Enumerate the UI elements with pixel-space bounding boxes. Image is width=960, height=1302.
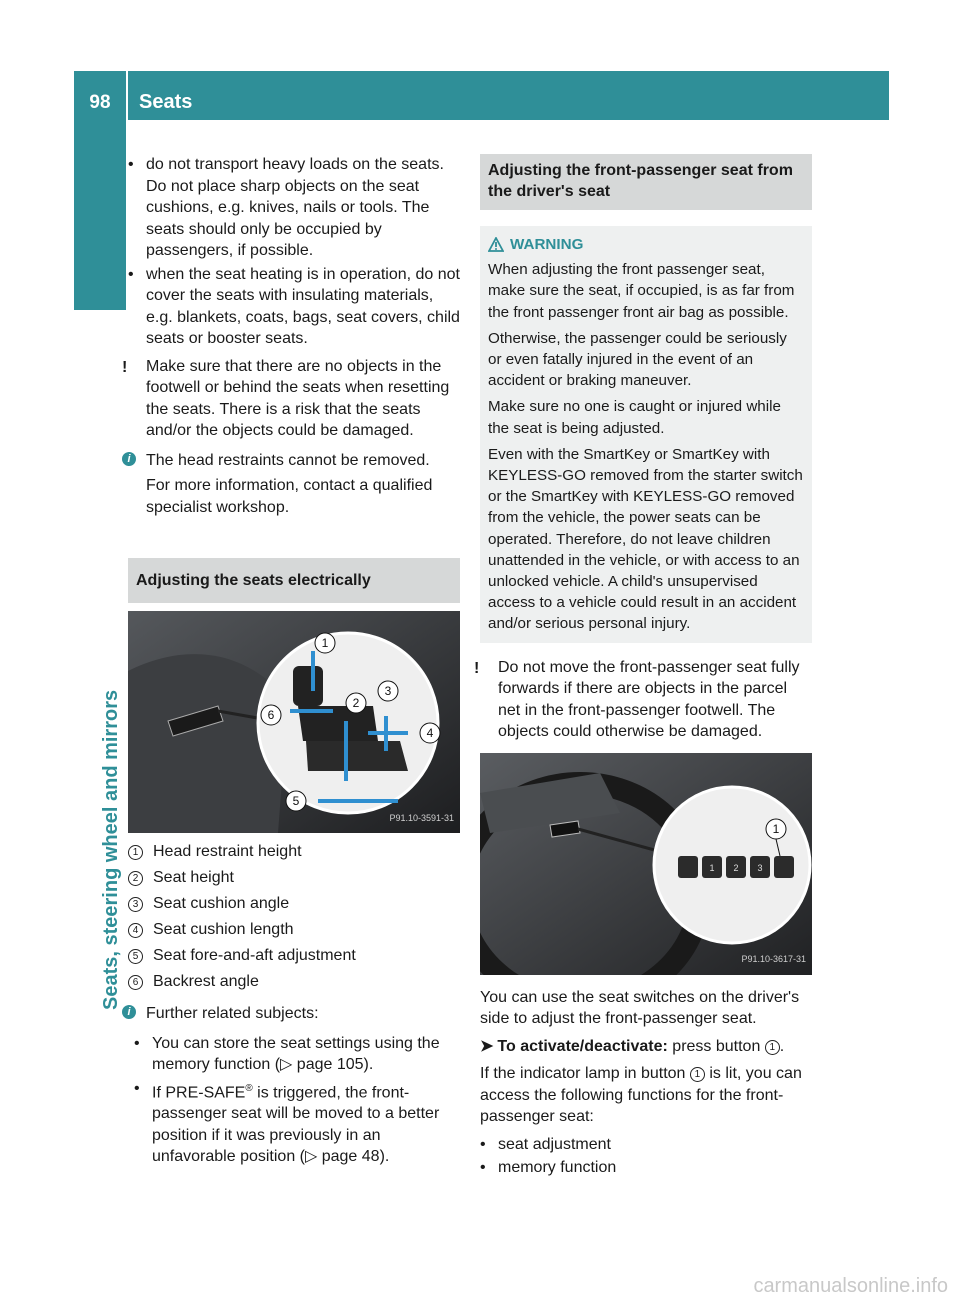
info-icon: i	[122, 1005, 136, 1019]
info-note: i Further related subjects:	[128, 1003, 460, 1025]
instruction-step: ➤ To activate/deactivate: press button 1 .	[480, 1037, 785, 1055]
legend-item: 2 Seat height	[128, 865, 460, 891]
warning-paragraph: Even with the SmartKey or SmartKey with KEYLESS-GO removed from the starter switch or the SmartKey with KEYLESS-GO removed from the vehicle, the power seats can be operated. Therefore, do not leave children unattended in the vehicle, or with access to an unlocked vehicle. A child's unsupervised access to a vehicle could result in an accident and/or serious personal injury.	[488, 445, 803, 633]
bullet-icon: •	[480, 1135, 486, 1153]
bullet-icon: •	[134, 1034, 140, 1052]
list-item: • when the seat heating is in operation, do not cover the seats with insulating materials, e.g. blankets, coats, bags, seat covers, child seats or booster seats.	[128, 265, 460, 347]
list-item: • do not transport heavy loads on the seats. Do not place sharp objects on the seat cushions, e.g. knives, nails or tools. The seats should only be occupied by passengers, if possible.	[128, 156, 444, 259]
step-arrow-icon: ➤	[480, 1037, 494, 1055]
side-tab-block	[74, 120, 126, 310]
svg-text:3: 3	[384, 684, 392, 698]
svg-text:6: 6	[267, 708, 275, 722]
legend-item: 5 Seat fore-and-aft adjustment	[128, 943, 460, 969]
seat-switch-illustration	[128, 611, 460, 833]
warning-box	[480, 226, 812, 643]
callout-number: 1	[772, 821, 780, 836]
section-heading: Adjusting the seats electrically	[128, 558, 460, 603]
legend-item: 3 Seat cushion angle	[128, 891, 460, 917]
list-item: • If PRE-SAFE® is triggered, the front-passenger seat will be moved to a better position if it was previously in an unfavorable position (▷ page 48).	[134, 1079, 440, 1166]
legend-item: 6 Backrest angle	[128, 969, 460, 995]
seat-switch-figure	[128, 611, 460, 833]
figure-code: P91.10-3591-31	[389, 812, 454, 823]
figure-code: P91.10-3617-31	[741, 954, 806, 965]
caution-note: ! Make sure that there are no objects in the footwell or behind the seats when resetting the seats. There is a risk that the seats and/or the objects could be damaged.	[122, 357, 450, 439]
list-item: • memory function	[480, 1157, 812, 1179]
header-divider	[126, 71, 128, 120]
caution-note: ! Do not move the front-passenger seat fully forwards if there are objects in the parcel net in the front-passenger footwell. The objects could otherwise be damaged.	[474, 658, 800, 741]
svg-text:2: 2	[733, 862, 739, 873]
bullet-icon: •	[128, 156, 134, 173]
steering-wheel-illustration	[480, 753, 812, 975]
bullet-icon: •	[480, 1159, 486, 1177]
warning-paragraph: Make sure no one is caught or injured while the seat is being adjusted.	[488, 398, 781, 437]
header-bar	[74, 71, 889, 120]
body-paragraph: You can use the seat switches on the driver's side to adjust the front-passenger seat.	[480, 988, 800, 1028]
watermark: carmanualsonline.info	[753, 1275, 948, 1297]
warning-paragraph: When adjusting the front passenger seat, make sure the seat, if occupied, is as far from the front passenger front air bag as possible.	[488, 261, 795, 321]
svg-text:1: 1	[321, 636, 329, 650]
exclamation-icon: !	[474, 659, 480, 677]
callout-number: 1	[690, 1067, 705, 1082]
page-number: 98	[89, 92, 111, 113]
info-note: i The head restraints cannot be removed. For more information, contact a qualified specialist workshop.	[128, 450, 460, 519]
svg-text:2: 2	[352, 696, 360, 710]
callout-number: 1	[765, 1040, 780, 1055]
warning-title: WARNING	[488, 234, 804, 255]
list-item: • You can store the seat settings using the memory function (▷ page 105).	[134, 1034, 440, 1073]
warning-paragraph: Otherwise, the passenger could be seriously or even fatally injured in the event of an accident or braking maneuver.	[488, 329, 787, 390]
right-column	[474, 154, 812, 1181]
bullet-icon: •	[128, 265, 134, 283]
page-title: Seats	[139, 91, 193, 113]
exclamation-icon: !	[122, 358, 128, 376]
info-icon: i	[122, 452, 136, 466]
chapter-title-vertical: Seats, steering wheel and mirrors	[100, 689, 122, 1010]
legend-list	[128, 839, 460, 995]
body-paragraph: If the indicator lamp in button 1 is lit, you can access the following functions for the front-passenger seat:	[480, 1065, 802, 1126]
steering-wheel-figure	[480, 753, 812, 975]
left-column	[122, 154, 460, 1170]
legend-item: 4 Seat cushion length	[128, 917, 460, 943]
warning-triangle-icon	[488, 237, 504, 253]
list-item: • seat adjustment	[480, 1134, 812, 1156]
svg-text:4: 4	[426, 726, 434, 740]
svg-text:5: 5	[292, 794, 300, 808]
svg-text:1: 1	[709, 862, 715, 873]
section-heading: Adjusting the front-passenger seat from the driver's seat	[480, 154, 812, 210]
bullet-icon: •	[134, 1079, 140, 1097]
legend-item: 1 Head restraint height	[128, 839, 460, 865]
svg-text:3: 3	[757, 862, 763, 873]
